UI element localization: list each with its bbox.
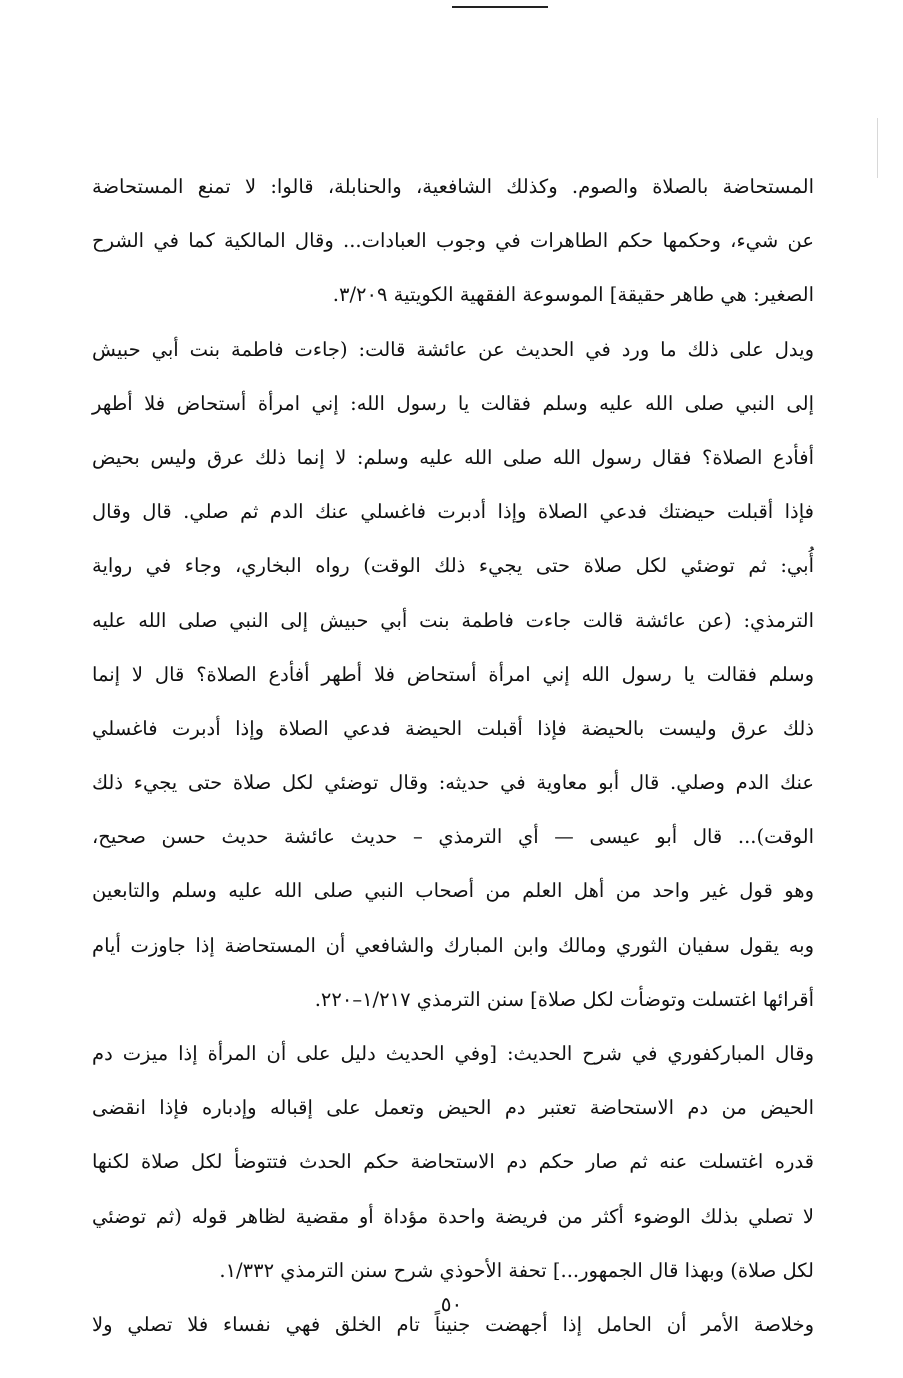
text-line: لا تصلي بذلك الوضوء أكثر من فريضة واحدة مؤداة أو مقضية لظاهر قوله (ثم توضئي [92, 1204, 814, 1228]
text-line: الصغير: هي طاهر حقيقة] الموسوعة الفقهية الكويتية ٣/٢٠٩. [332, 283, 814, 307]
page-number: ٥٠ [440, 1292, 463, 1316]
text-line: الترمذي: (عن عائشة قالت جاءت فاطمة بنت أبي حبيش إلى النبي صلى الله عليه [92, 608, 814, 632]
text-line: أقرائها اغتسلت وتوضأت لكل صلاة] سنن الترمذي ١/٢١٧–٢٢٠. [314, 987, 814, 1011]
text-line: عن شيء، وحكمها حكم الطاهرات في وجوب العبادات... وقال المالكية كما في الشرح [92, 229, 814, 253]
scan-edge-mark [877, 118, 878, 178]
text-line: وخلاصة الأمر أن الحامل إذا أجهضت جنيناً تام الخلق فهي نفساء فلا تصلي ولا [92, 1312, 814, 1336]
text-line: المستحاضة بالصلاة والصوم. وكذلك الشافعية، والحنابلة، قالوا: لا تمنع المستحاضة [92, 175, 814, 198]
text-line: عنك الدم وصلي. قال أبو معاوية في حديثه: وقال توضئي لكل صلاة حتى يجيء ذلك [92, 771, 814, 795]
text-line: الوقت)... قال أبو عيسى — أي الترمذي – حديث عائشة حديث حسن صحيح، [92, 825, 814, 849]
text-line: وبه يقول سفيان الثوري ومالك وابن المبارك والشافعي أن المستحاضة إذا جاوزت أيام [92, 933, 814, 957]
text-line: ويدل على ذلك ما ورد في الحديث عن عائشة قالت: (جاءت فاطمة بنت أبي حبيش [92, 337, 814, 361]
text-line: الحيض من دم الاستحاضة تعتبر دم الحيض وتعمل على إقباله وإدباره فإذا انقضى [92, 1096, 814, 1120]
text-line: قدره اغتسلت عنه ثم صار حكم دم الاستحاضة حكم الحدث فتتوضأ لكل صلاة لكنها [92, 1150, 814, 1174]
text-line: لكل صلاة) وبهذا قال الجمهور...] تحفة الأحوذي شرح سنن الترمذي ١/٣٣٢. [219, 1258, 814, 1282]
text-line: ذلك عرق وليست بالحيضة فإذا أقبلت الحيضة فدعي الصلاة وإذا أدبرت فاغسلي [92, 716, 814, 740]
text-line: وهو قول غير واحد من أهل العلم من أصحاب النبي صلى الله عليه وسلم والتابعين [92, 879, 814, 903]
page-body-text [92, 160, 814, 1352]
text-line: أُبي: ثم توضئي لكل صلاة حتى يجيء ذلك الوقت) رواه البخاري، وجاء في رواية [92, 554, 814, 578]
text-line: وسلم فقالت يا رسول الله إني امرأة أستحاض فلا أطهر أفأدع الصلاة؟ قال لا إنما [92, 662, 814, 686]
header-rule [452, 6, 548, 8]
text-line: فإذا أقبلت حيضتك فدعي الصلاة وإذا أدبرت فاغسلي عنك الدم ثم صلي. قال وقال [92, 500, 814, 524]
text-line: وقال المباركفوري في شرح الحديث: [وفي الحديث دليل على أن المرأة إذا ميزت دم [92, 1042, 814, 1065]
text-line: إلى النبي صلى الله عليه وسلم فقالت يا رسول الله: إني امرأة أستحاض فلا أطهر [92, 391, 814, 415]
text-line: أفأدع الصلاة؟ فقال رسول الله صلى الله عليه وسلم: لا إنما ذلك عرق وليس بحيض [92, 445, 814, 469]
